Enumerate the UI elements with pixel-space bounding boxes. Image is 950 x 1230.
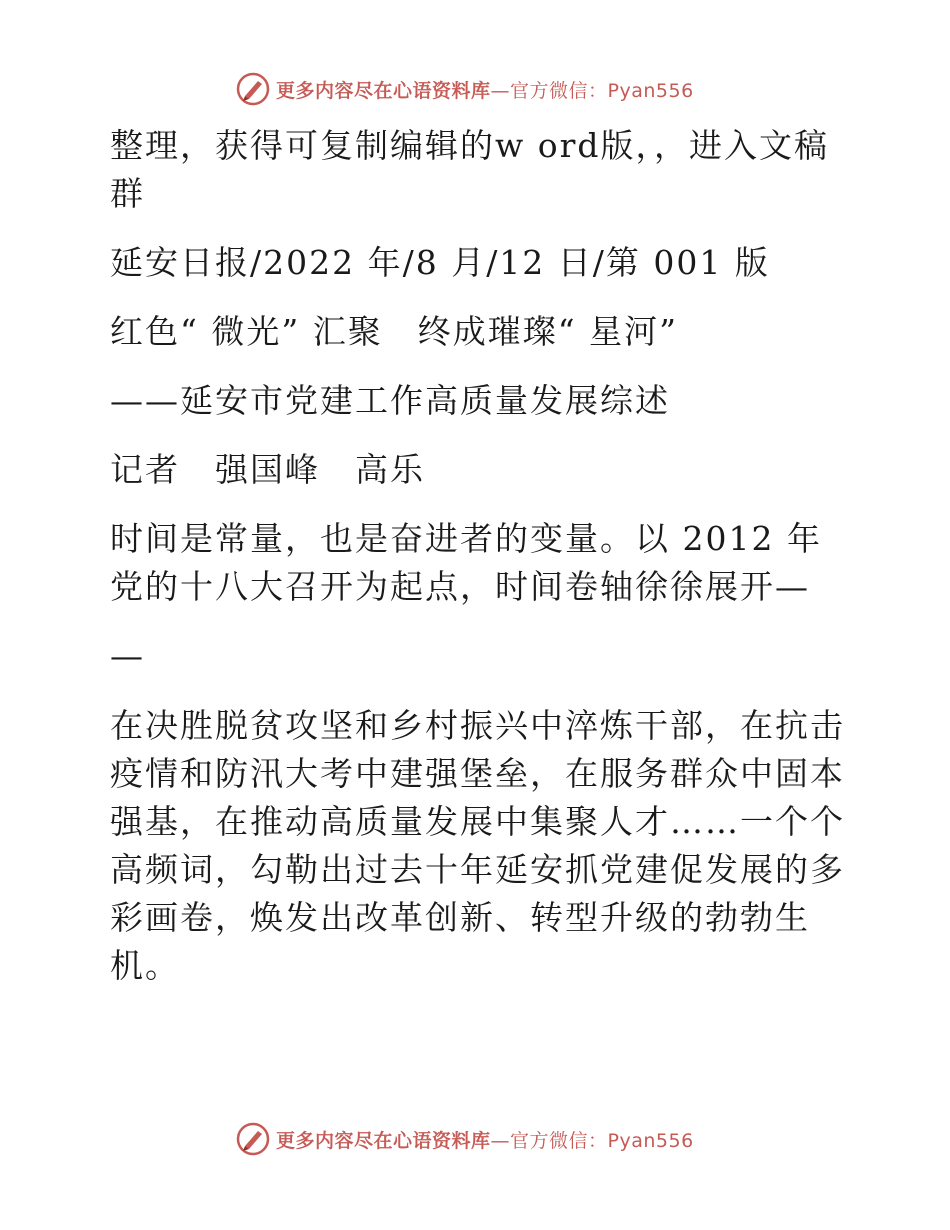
source-line: 延安日报/2022 年/8 月/12 日/第 001 版	[110, 243, 770, 282]
document-body	[96, 122, 856, 990]
watermark-wechat: —官方微信：Pyan556	[490, 1129, 694, 1152]
watermark-brand: 更多内容尽在心语资料库	[276, 79, 491, 102]
watermark-brand: 更多内容尽在心语资料库	[276, 1129, 491, 1152]
watermark-header	[236, 72, 694, 106]
byline: 记者 强国峰 高乐	[110, 450, 425, 489]
headline: 红色“ 微光” 汇聚 终成璀璨“ 星河”	[110, 312, 678, 351]
paragraph-1: 时间是常量，也是奋进者的变量。以 2012 年党的十八大召开为起点，时间卷轴徐徐展开—	[110, 519, 822, 606]
watermark-wechat: —官方微信：Pyan556	[490, 79, 694, 102]
intro-text: 整理，获得可复制编辑的w ord版，，进入文稿群	[110, 126, 830, 213]
paragraph-2: 在决胜脱贫攻坚和乡村振兴中淬炼干部，在抗击疫情和防汛大考中建强堡垒，在服务群众中固本强基，在推动高质量发展中集聚人才……一个个高频词，勾勒出过去十年延安抓党建促发展的多彩画卷，焕发出改革创新、转型升级的勃勃生机。	[110, 706, 845, 985]
subtitle: ——延安市党建工作高质量发展综述	[110, 381, 670, 420]
watermark-footer	[236, 1122, 694, 1156]
pen-logo-icon	[236, 1122, 270, 1156]
pen-logo-icon	[236, 72, 270, 106]
paragraph-1-tail: —	[110, 636, 145, 675]
